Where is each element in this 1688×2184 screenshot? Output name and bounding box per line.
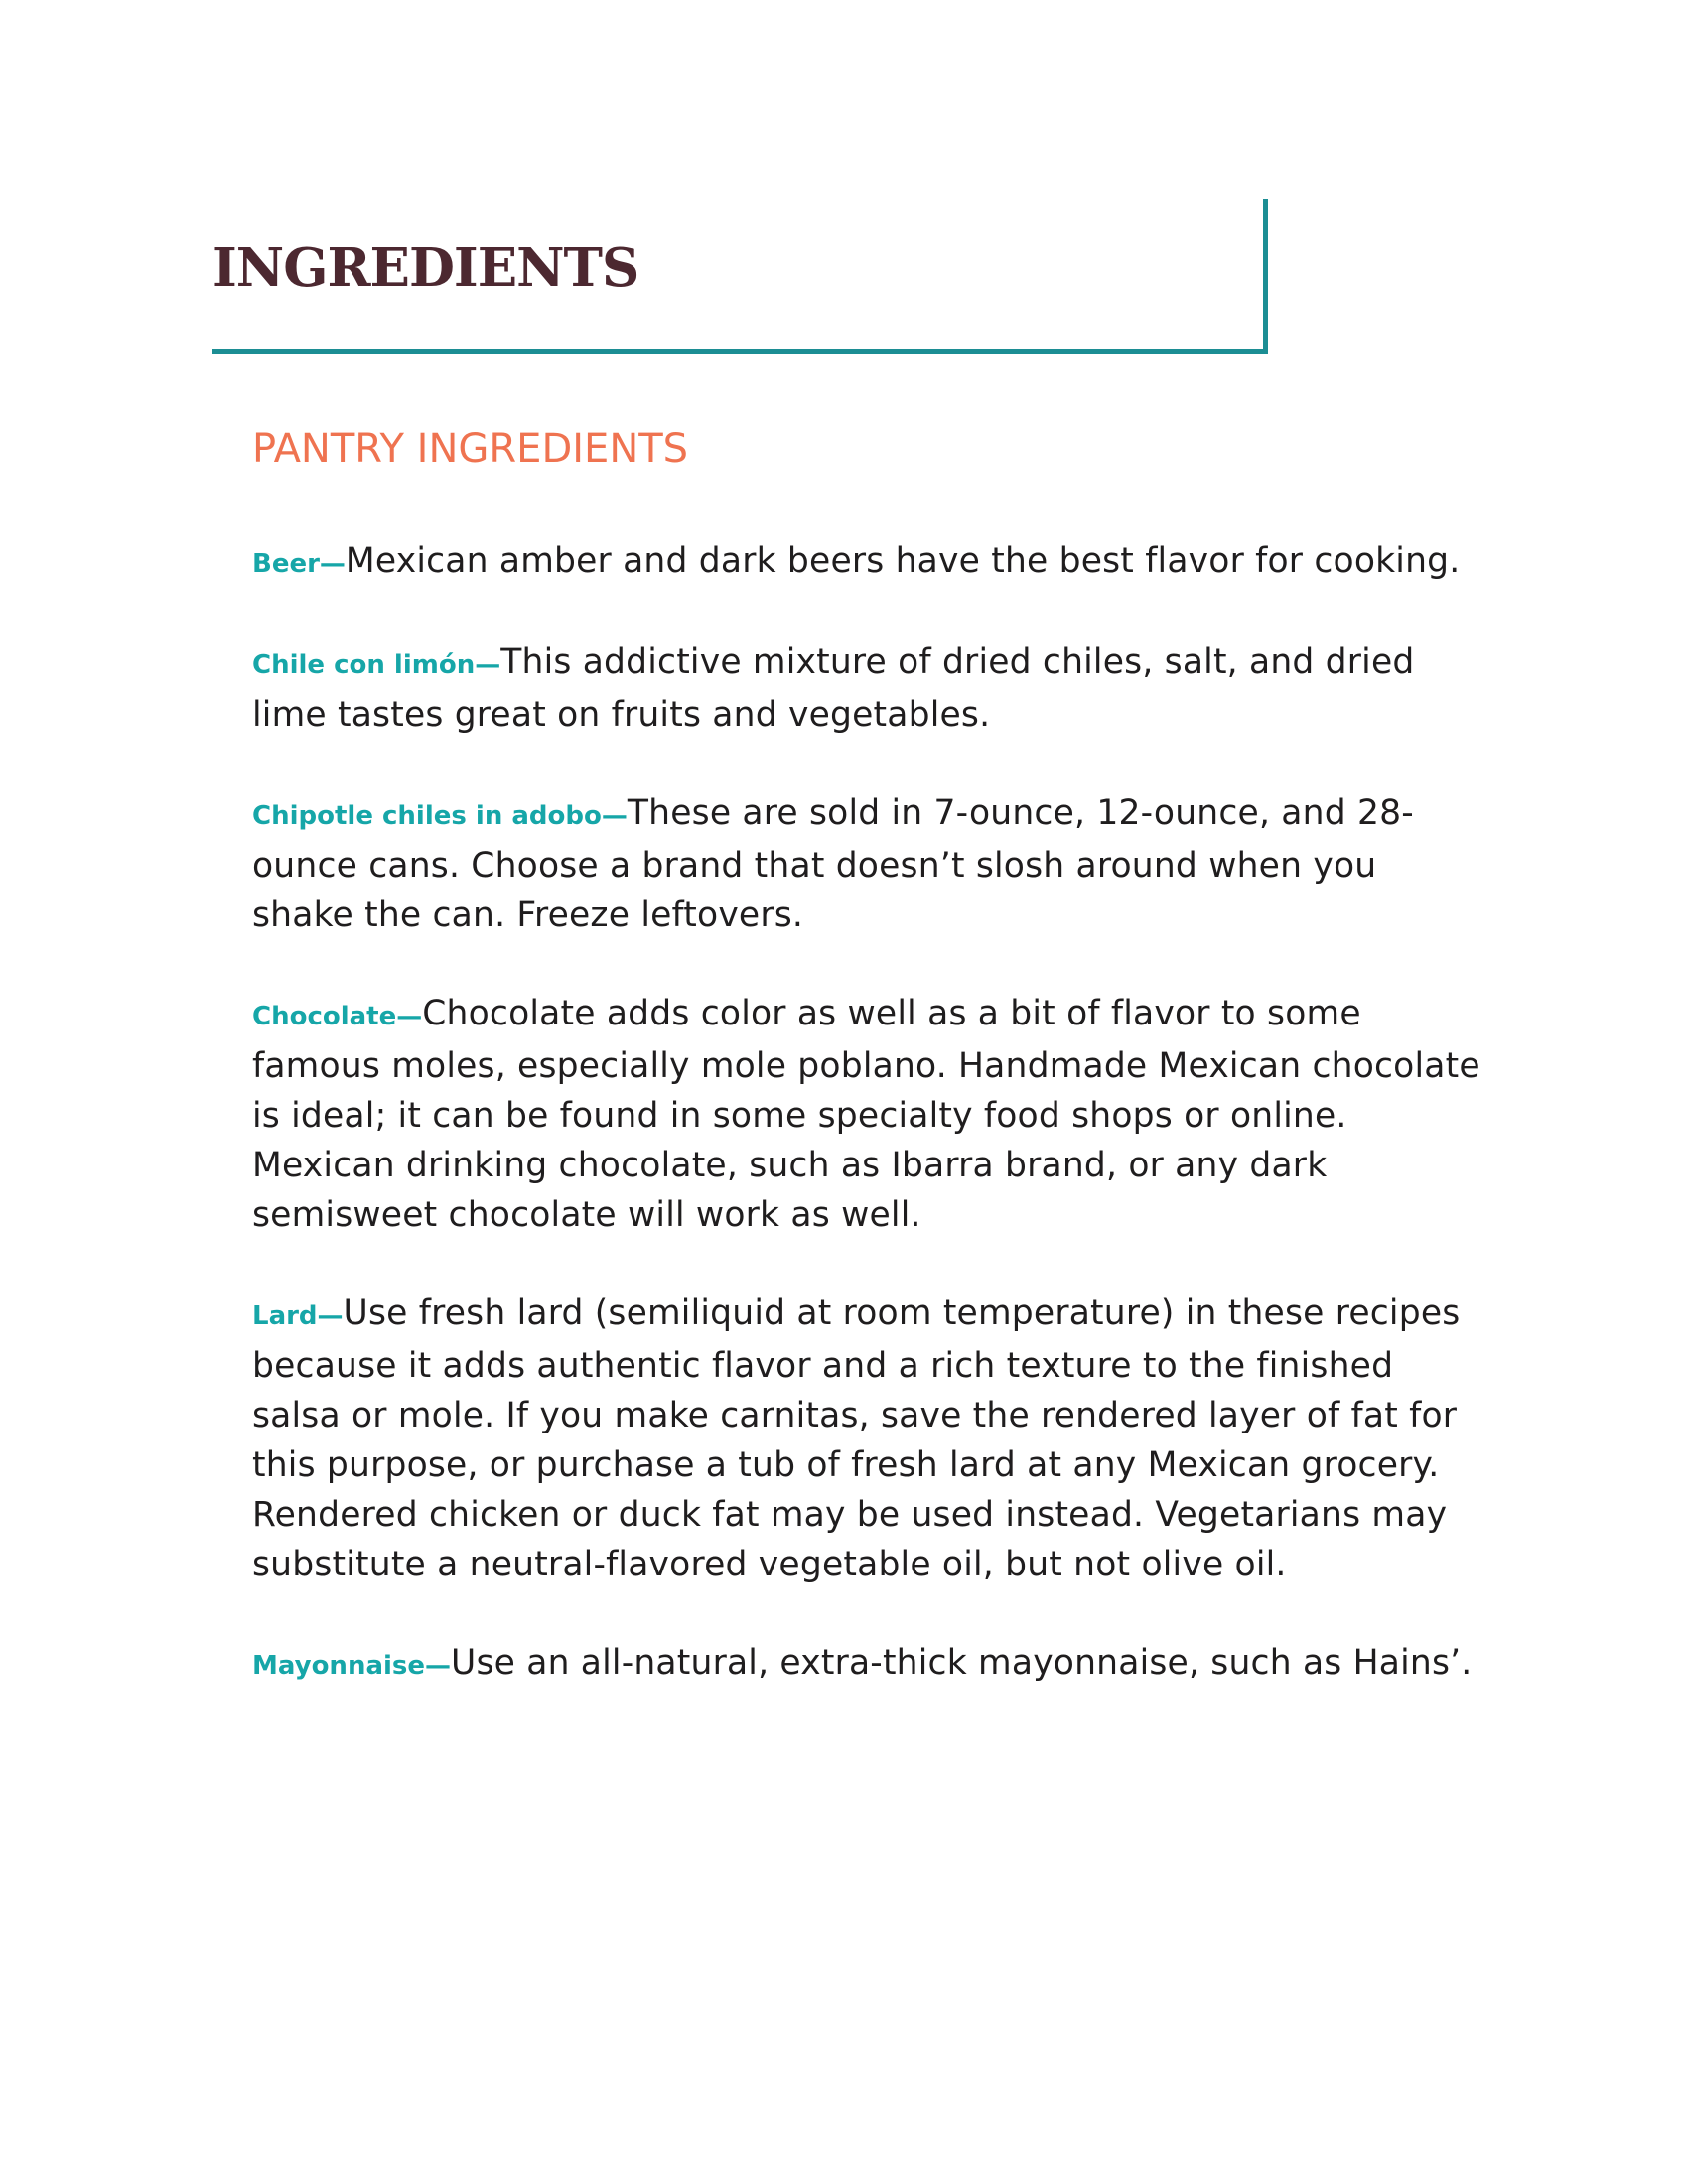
- ingredient-term: Chipotle chiles in adobo—: [252, 801, 628, 831]
- ingredient-entry-beer: [252, 536, 1483, 589]
- ingredient-description: This addictive mixture of dried chiles, salt, and dried lime tastes great on fruits and vegetables.: [252, 642, 1415, 735]
- section-title: PANTRY INGREDIENTS: [252, 426, 689, 472]
- ingredient-term: Chile con limón—: [252, 650, 501, 680]
- ingredient-term: Chocolate—: [252, 1002, 423, 1031]
- ingredient-entry-lard: [252, 1289, 1483, 1589]
- ingredient-entry-chipotle: [252, 788, 1483, 940]
- ingredient-description: Mexican amber and dark beers have the best flavor for cooking.: [345, 541, 1461, 581]
- ingredient-description: These are sold in 7-ounce, 12-ounce, and 28-ounce cans. Choose a brand that doesn’t slosh around when you shake the can. Freeze leftovers.: [252, 793, 1414, 935]
- chapter-title: INGREDIENTS: [212, 237, 639, 299]
- ingredient-description: Chocolate adds color as well as a bit of flavor to some famous moles, especially mole poblano. Handmade Mexican chocolate is ideal; it can be found in some specialty food shops or online. Mexican drinking chocolate, such as Ibarra brand, or any dark semisweet chocolate will work as well.: [252, 994, 1480, 1235]
- ingredient-description: Use fresh lard (semiliquid at room temperature) in these recipes because it adds authentic flavor and a rich texture to the finished salsa or mole. If you make carnitas, save the rendered layer of fat for this purpose, or purchase a tub of fresh lard at any Mexican grocery. Rendered chicken or duck fat may be used instead. Vegetarians may substitute a neutral-flavored vegetable oil, but not olive oil.: [252, 1294, 1461, 1584]
- ingredient-term: Mayonnaise—: [252, 1651, 452, 1681]
- ingredient-entry-mayonnaise: [252, 1638, 1483, 1691]
- ingredient-list: [252, 536, 1483, 1739]
- ingredient-term: Beer—: [252, 549, 346, 579]
- ingredient-description: Use an all-natural, extra-thick mayonnaise, such as Hains’.: [451, 1643, 1473, 1683]
- chapter-header: [212, 199, 1268, 354]
- ingredient-entry-chile-con-limon: [252, 637, 1483, 740]
- ingredient-term: Lard—: [252, 1301, 344, 1331]
- ingredient-entry-chocolate: [252, 989, 1483, 1240]
